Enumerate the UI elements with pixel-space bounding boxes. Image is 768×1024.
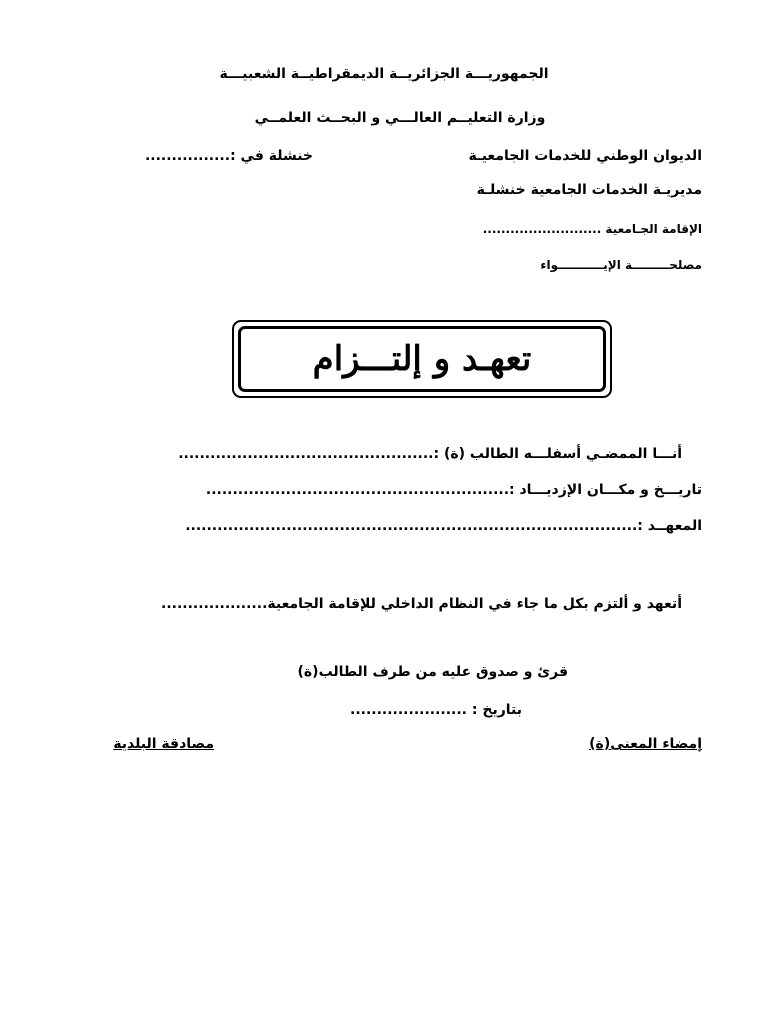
republic-heading: الجمهوريـــة الجزائريــة الديمقراطيــة الشعبيـــة	[219, 66, 549, 82]
birth-field: تاريـــخ و مكـــان الإزديـــاد :.........................................................	[205, 482, 702, 498]
document-title: تعهـد و إلتـــزام	[312, 339, 532, 379]
municipality-stamp-label: مصادقة البلدية	[113, 736, 214, 752]
undersigned-field: أنـــا الممضـي أسفلـــه الطالب (ة) :................................................	[178, 446, 682, 462]
title-frame	[232, 320, 612, 398]
place-date-line: خنشلة في :................	[144, 148, 313, 164]
residence-line: الإقامة الجـامعية ..........................	[482, 222, 702, 236]
directorate-heading: مديريـة الخدمات الجامعية خنشلـة	[476, 182, 702, 198]
office-heading: الديوان الوطني للخدمات الجامعيـة	[468, 148, 702, 164]
read-approved-line: قرئ و صدوق عليه من طرف الطالب(ة)	[297, 664, 568, 680]
institute-field: المعهــد :.....................................................................................	[185, 518, 702, 534]
title-inner-frame	[238, 326, 606, 392]
service-line: مصلحـــــــــة الإيـــــــــــواء	[540, 258, 702, 272]
ministry-heading: وزارة التعليــم العالـــي و البحــث العلمــي	[254, 110, 546, 126]
date-line: بتاريخ : ......................	[350, 702, 522, 718]
commitment-statement: أتعهد و ألتزم بكل ما جاء في النظام الداخلي للإقامة الجامعية....................	[161, 596, 682, 612]
signature-concerned-label: إمضاء المعنى(ة)	[589, 736, 702, 752]
